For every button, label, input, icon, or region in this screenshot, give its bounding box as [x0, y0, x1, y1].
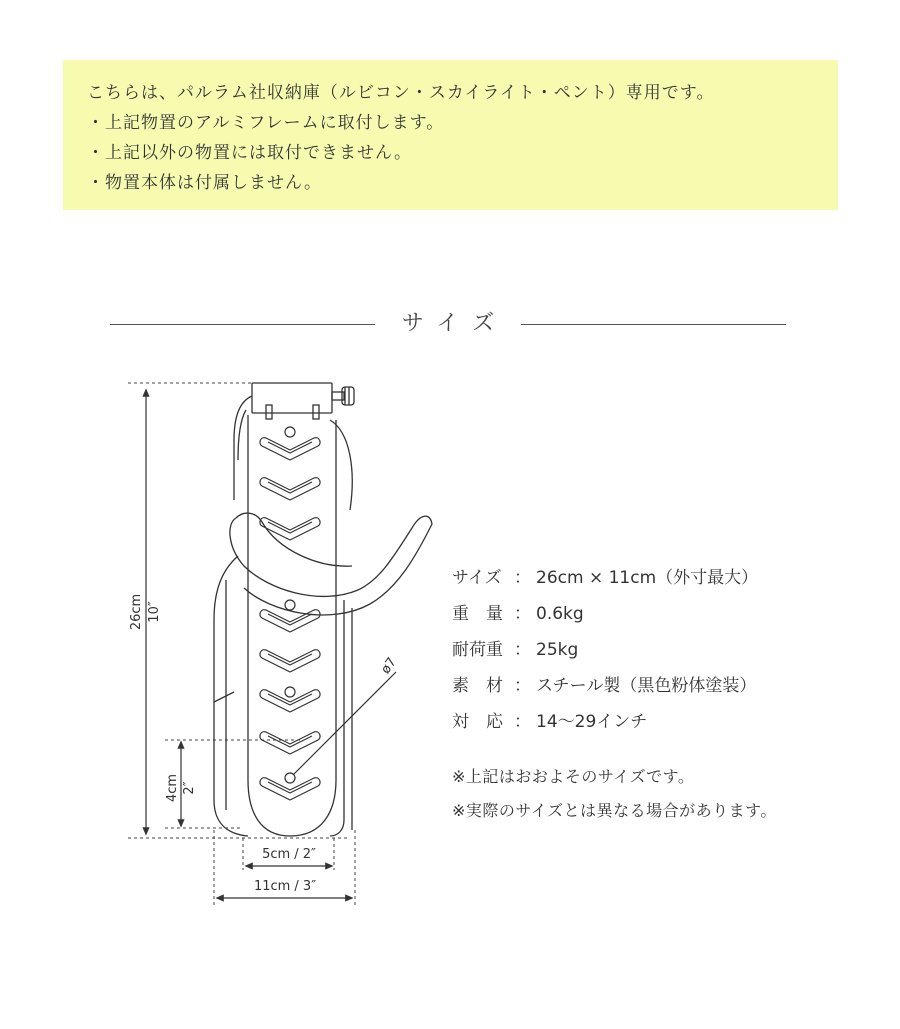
- spec-value: 0.6kg: [536, 604, 584, 624]
- chevron-slot-inner: [268, 782, 312, 793]
- spec-separator: ：: [514, 640, 531, 660]
- chevron-slot: [260, 478, 320, 500]
- notice-line: ・物置本体は付属しません。: [87, 173, 323, 193]
- spec-key: サイズ: [452, 568, 502, 588]
- spec-row: [452, 560, 892, 596]
- chevron-slot: [260, 518, 320, 540]
- bike-hook-drawing: [214, 383, 432, 836]
- section-title: サイズ: [401, 311, 509, 336]
- spec-separator: ：: [514, 712, 531, 732]
- spec-key: 耐荷重: [452, 640, 503, 660]
- spec-key: 対 応: [452, 712, 503, 732]
- spec-separator: ：: [514, 604, 531, 624]
- spec-key: 重 量: [452, 604, 503, 624]
- spec-row: [452, 632, 892, 668]
- spec-list: [452, 560, 892, 740]
- chevron-slot-inner: [268, 522, 312, 533]
- outer-width-label: 11cm / 3″: [253, 879, 317, 894]
- chevron-slot-inner: [268, 654, 312, 665]
- spec-key: 素 材: [452, 676, 503, 696]
- gap-in-label: 2″: [182, 781, 197, 795]
- notice-line: こちらは、パルラム社収納庫（ルビコン・スカイライト・ペント）専用です。: [87, 83, 715, 103]
- spec-separator: ：: [514, 568, 531, 588]
- chevron-slots: [260, 438, 320, 800]
- notice-line: ・上記以外の物置には取付できません。: [87, 143, 413, 163]
- spec-value: 14〜29インチ: [536, 712, 648, 732]
- mount-holes: [285, 427, 295, 783]
- chevron-slot-inner: [268, 482, 312, 493]
- note-line: ※実際のサイズとは異なる場合があります。: [452, 801, 777, 820]
- notes: [452, 760, 892, 828]
- spec-value: 26cm × 11cm（外寸最大）: [536, 568, 759, 588]
- inner-width-label: 5cm / 2″: [262, 847, 316, 862]
- dimension-arrows: [146, 392, 396, 898]
- section-heading: [0, 306, 900, 346]
- heading-rule-left: [110, 324, 375, 325]
- height-cm-label: 26cm: [129, 593, 144, 631]
- spec-separator: ：: [514, 676, 531, 696]
- chevron-slot: [260, 438, 320, 460]
- note-line: ※上記はおおよそのサイズです。: [452, 767, 695, 786]
- chevron-slot: [260, 610, 320, 632]
- dimension-guides: [128, 383, 355, 906]
- chevron-slot-inner: [268, 442, 312, 453]
- chevron-slot-inner: [268, 614, 312, 625]
- spec-row: [452, 704, 892, 740]
- notice-box: [63, 60, 838, 210]
- notice-line: ・上記物置のアルミフレームに取付します。: [87, 113, 445, 133]
- chevron-slot: [260, 650, 320, 672]
- spec-value: 25kg: [536, 640, 579, 660]
- gap-cm-label: 4cm: [165, 773, 180, 803]
- hole-diameter-label: ø7: [378, 655, 400, 677]
- chevron-slot: [260, 732, 320, 754]
- heading-rule-right: [521, 324, 786, 325]
- height-in-label: 10″: [147, 601, 162, 623]
- spec-row: [452, 596, 892, 632]
- product-dimension-diagram: [100, 370, 460, 910]
- spec-value: スチール製（黒色粉体塗装）: [536, 676, 757, 696]
- chevron-slot-inner: [268, 736, 312, 747]
- spec-row: [452, 668, 892, 704]
